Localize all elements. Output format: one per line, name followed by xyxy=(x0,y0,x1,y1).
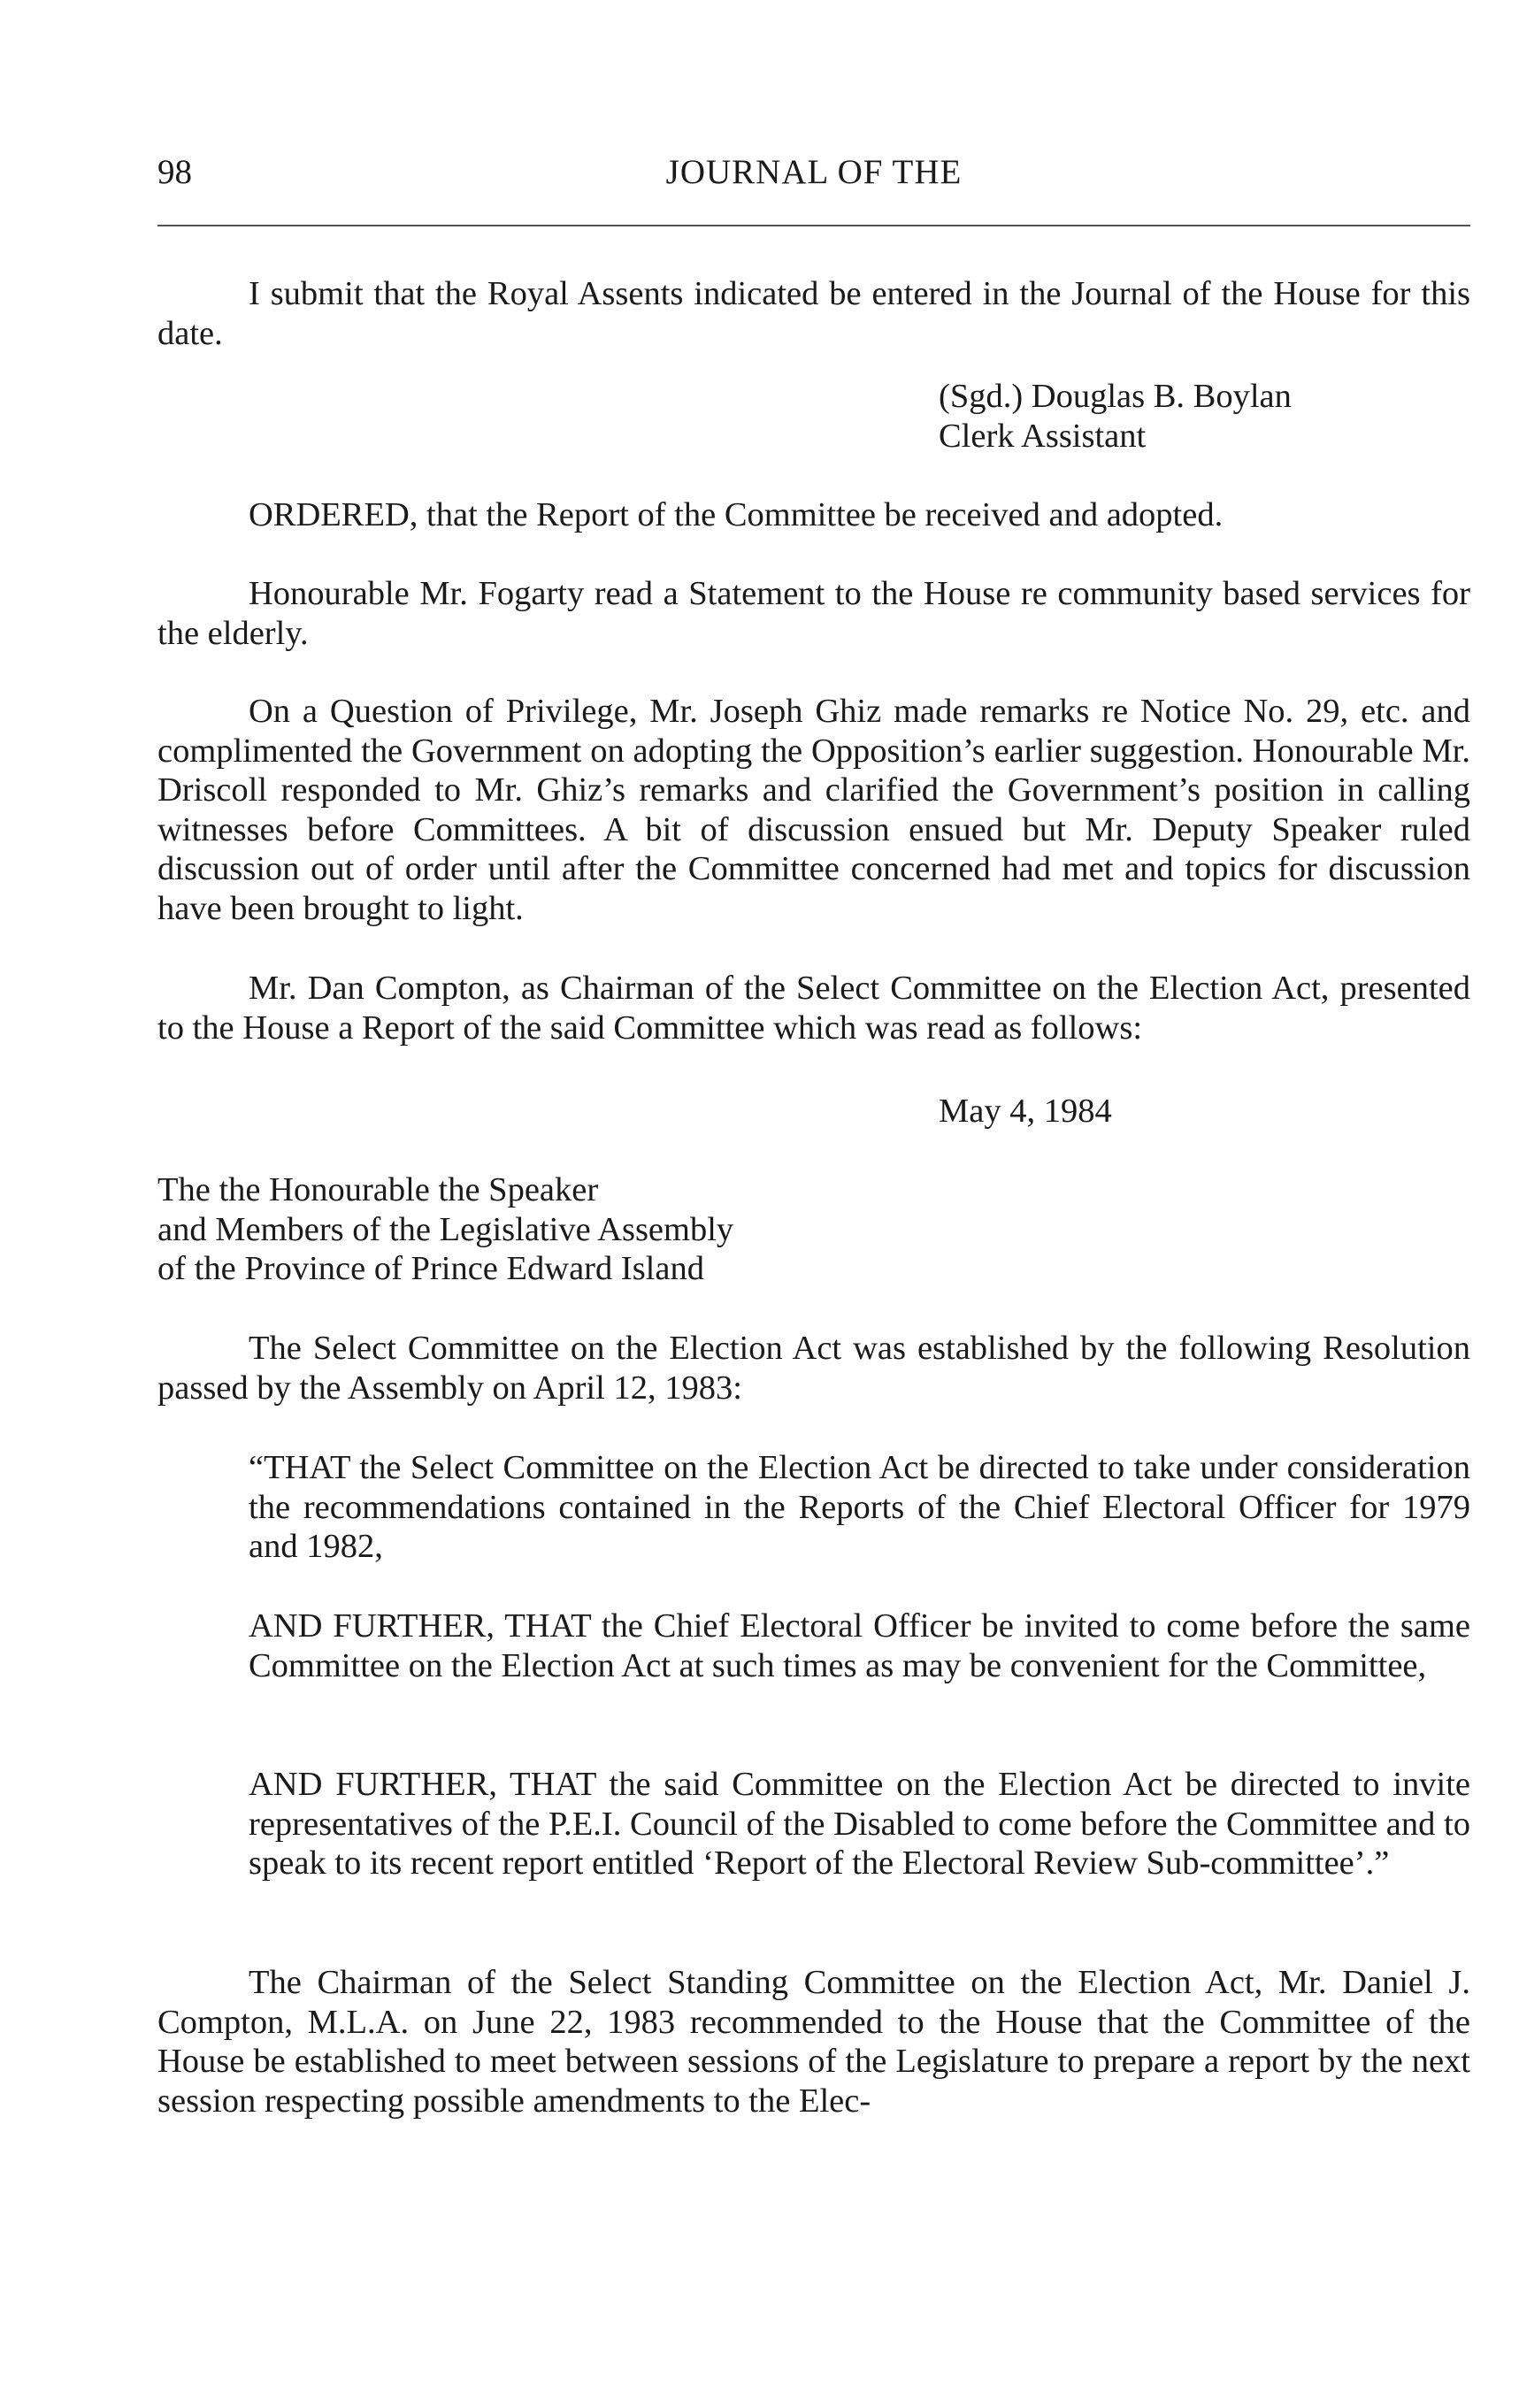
signature-name: (Sgd.) Douglas B. Boylan xyxy=(939,378,1292,415)
paragraph-fogarty-statement: Honourable Mr. Fogarty read a Statement to the House re community based services for the elderly. xyxy=(157,575,1470,652)
page-header xyxy=(157,152,1470,202)
document-page xyxy=(157,0,1470,2408)
address-line: and Members of the Legislative Assembly xyxy=(157,1210,734,1248)
signature-title: Clerk Assistant xyxy=(939,417,1147,455)
resolution-quote-3: AND FURTHER, THAT the said Committee on the Election Act be directed to invite representatives of the P.E.I. Council of the Disabled to come before the Committee and to speak to its recent report entitled ‘Report of the Electoral Review Sub-committee’.” xyxy=(249,1766,1470,1882)
resolution-quote-2: AND FURTHER, THAT the Chief Electoral Officer be invited to come before the same Committee on the Election Act at such times as may be convenient for the Committee, xyxy=(249,1607,1470,1684)
running-title: JOURNAL OF THE xyxy=(665,153,963,191)
address-line: of the Province of Prince Edward Island xyxy=(157,1250,704,1287)
header-rule xyxy=(157,225,1470,226)
resolution-quote-1: “THAT the Select Committee on the Election Act be directed to take under consideration the recommendations contained in the Reports of the Chief Electoral Officer for 1979 and 1982, xyxy=(249,1449,1470,1565)
page-number: 98 xyxy=(157,153,192,191)
paragraph-ordered: ORDERED, that the Report of the Committee be received and adopted. xyxy=(249,496,1224,533)
signature-block xyxy=(939,377,1292,456)
report-date: May 4, 1984 xyxy=(939,1093,1112,1130)
paragraph-question-of-privilege: On a Question of Privilege, Mr. Joseph Ghiz made remarks re Notice No. 29, etc. and complimented the Government on adopting the Opposition’s earlier suggestion. Honourable Mr. Driscoll responded to Mr. Ghiz’s remarks and clarified the Government’s position in calling witnesses before Committees. A bit of discussion ensued but Mr. Deputy Speaker ruled discussion out of order until after the Committee concerned had met and topics for discussion have been brought to light. xyxy=(157,693,1470,927)
address-block xyxy=(157,1170,733,1289)
paragraph-compton-report: Mr. Dan Compton, as Chairman of the Select Committee on the Election Act, presented to the House a Report of the said Committee which was read as follows: xyxy=(157,970,1470,1047)
paragraph-select-committee: The Select Committee on the Election Act was established by the following Resolution passed by the Assembly on April 12, 1983: xyxy=(157,1330,1470,1407)
paragraph-chairman-recommendation: The Chairman of the Select Standing Committee on the Election Act, Mr. Daniel J. Compton, M.L.A. on June 22, 1983 recommended to the House that the Committee of the House be established to meet between sessions of the Legislature to prepare a report by the next session respecting possible amendments to the Elec- xyxy=(157,1964,1470,2120)
address-line: The the Honourable the Speaker xyxy=(157,1171,599,1208)
paragraph-royal-assents: I submit that the Royal Assents indicated be entered in the Journal of the House for this date. xyxy=(157,275,1470,352)
